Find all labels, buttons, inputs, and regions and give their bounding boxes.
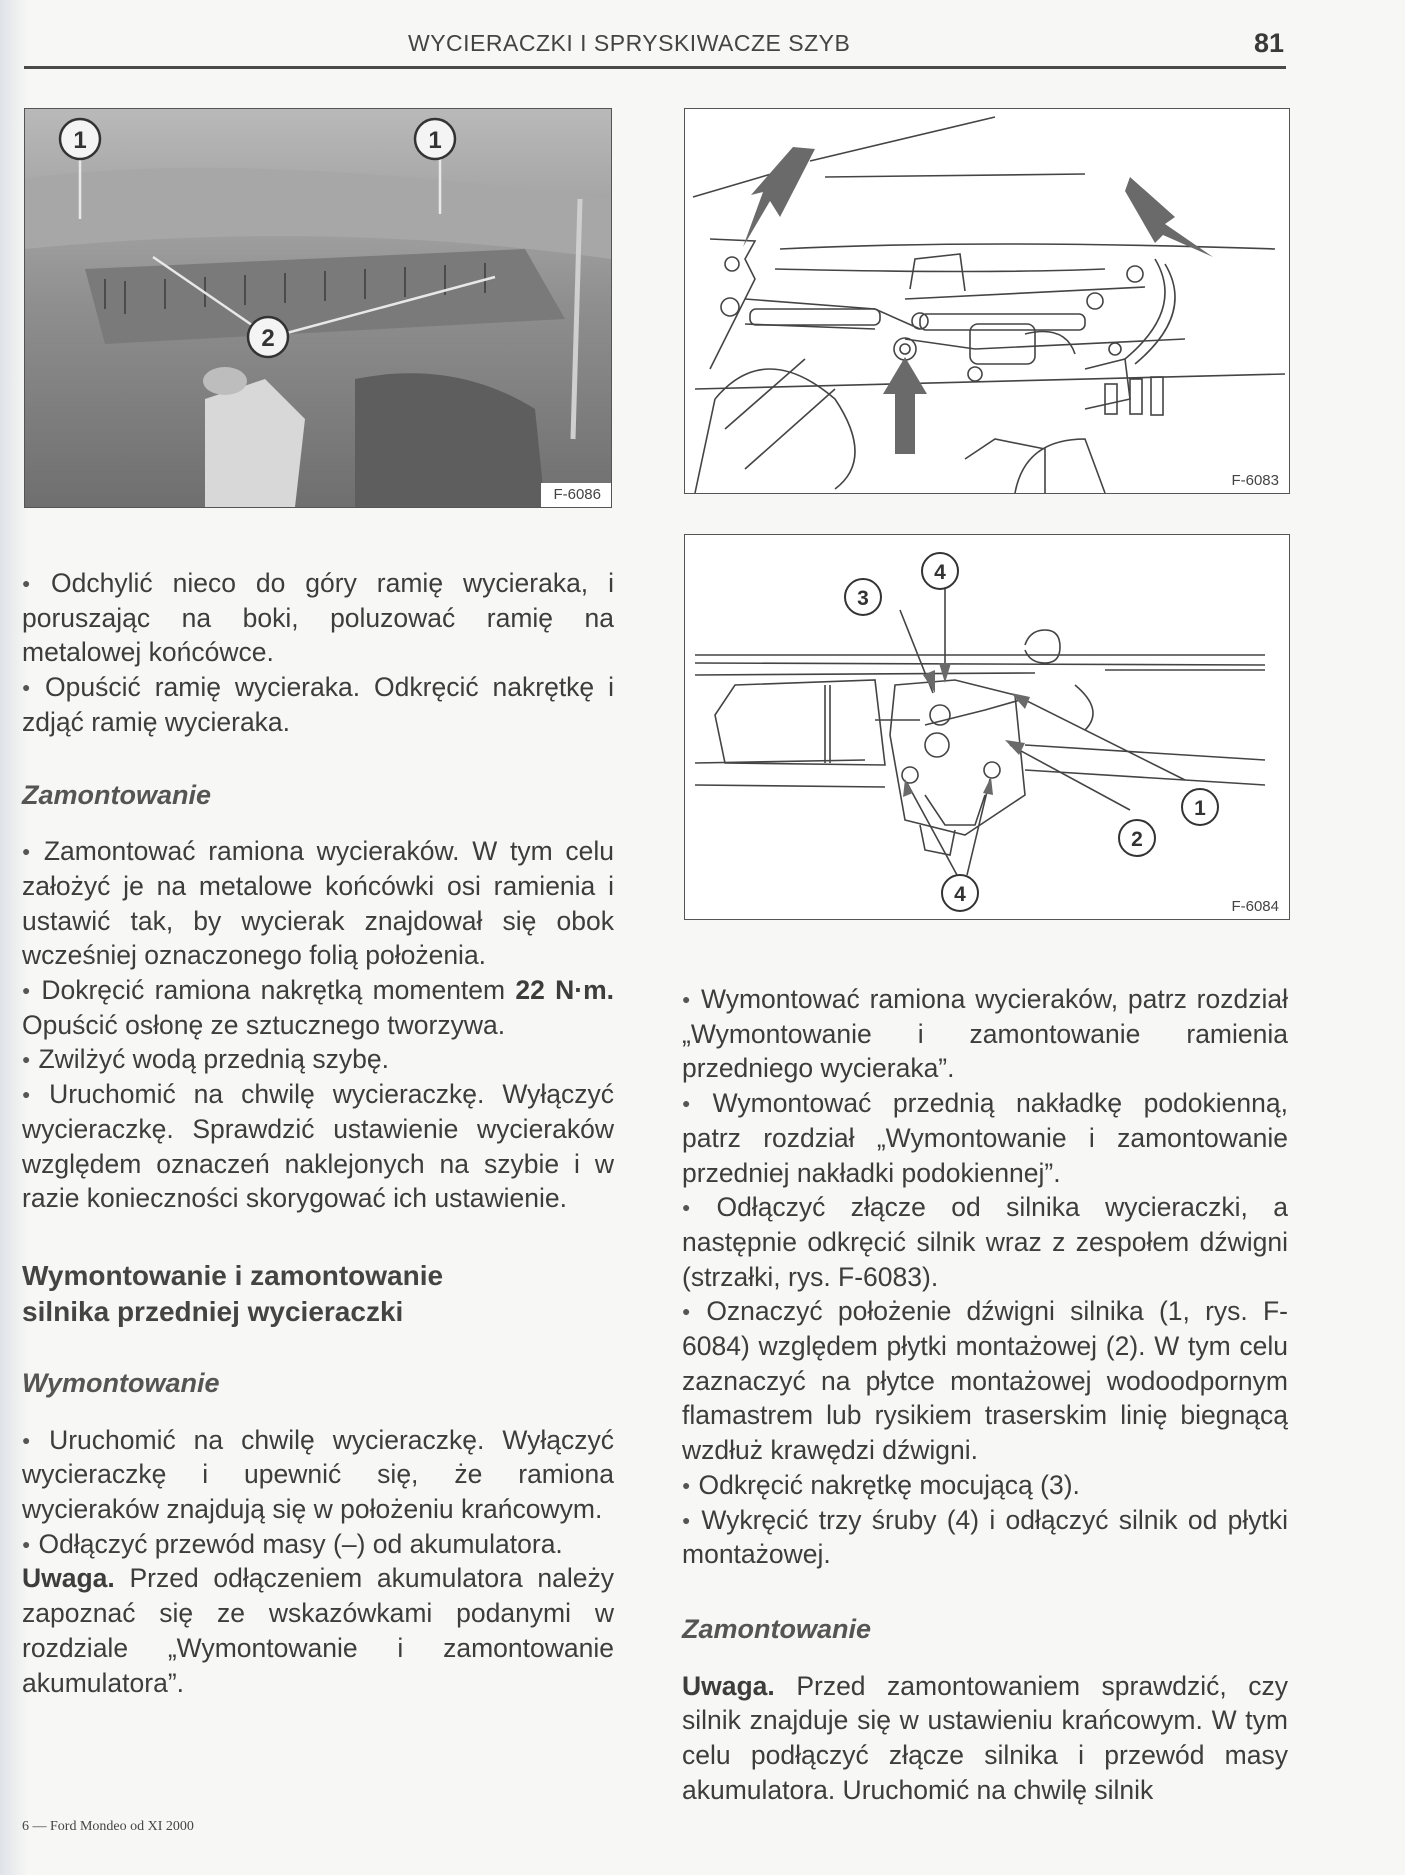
arrow-up-icon	[883, 357, 927, 454]
note-label: Uwaga.	[22, 1563, 115, 1594]
section-heading	[22, 1258, 614, 1330]
figure-f6084	[684, 534, 1290, 920]
svg-text:1: 1	[73, 127, 87, 154]
subheading: Wymontowanie	[22, 1367, 220, 1398]
running-header: WYCIERACZKI I SPRYSKIWACZE SZYB	[408, 30, 851, 56]
paragraph: ● Odkręcić nakrętkę mocującą (3).	[682, 1468, 1288, 1503]
arrow-icons	[685, 109, 1289, 493]
note-text: Przed odłączeniem akumulatora należy zapoznać się ze wskazówkami podanymi w rozdziale „Wymontowanie i zamontowanie akumulatora”.	[22, 1563, 614, 1698]
torque-value: 22 N·m.	[515, 975, 614, 1006]
svg-text:2: 2	[1131, 828, 1143, 851]
callouts	[685, 535, 1289, 919]
section-heading-line: silnika przedniej wycieraczki	[22, 1295, 404, 1327]
figure-label: F-6084	[1219, 895, 1289, 919]
note-paragraph	[22, 1561, 614, 1700]
paragraph: ● Odłączyć złącze od silnika wycieraczki, a następnie odkręcić silnik wraz z zespołem dźwigni (strzałki, rys. F-6083).	[682, 1190, 1288, 1294]
header-divider	[24, 66, 1286, 69]
page-number: 81	[1254, 28, 1285, 58]
arrow-icon	[903, 779, 913, 797]
svg-text:4: 4	[934, 561, 946, 584]
paragraph: ● Uruchomić na chwilę wycieraczkę. Wyłączyć wycieraczkę. Sprawdzić ustawienie wycieraków względem oznaczeń naklejonych na szybie i w razie konieczności skorygować ich ustawienie.	[22, 1077, 614, 1216]
arrow-down-left-icon	[743, 147, 815, 247]
svg-text:1: 1	[428, 127, 442, 154]
paragraph	[22, 973, 614, 1042]
paragraph: ● Odłączyć przewód masy (–) od akumulatora.	[22, 1527, 614, 1562]
svg-text:4: 4	[954, 883, 966, 906]
section-heading-line: Wymontowanie i zamontowanie	[22, 1259, 444, 1291]
page-footer: 6 — Ford Mondeo od XI 2000	[22, 1819, 194, 1834]
engine-bay-photo	[25, 109, 611, 507]
paragraph: ● Odchylić nieco do góry ramię wycieraka, i poruszając na boki, poluzować ramię na metalowej końcówce.	[22, 566, 614, 670]
paragraph: ● Zwilżyć wodą przednią szybę.	[22, 1042, 614, 1077]
arrow-icon	[1011, 693, 1030, 709]
right-column	[682, 982, 1288, 1807]
arrow-down-right-icon	[1125, 177, 1213, 257]
subheading: Zamontowanie	[22, 779, 212, 810]
paragraph: ● Wymontować przednią nakładkę podokienną, patrz rozdział „Wymontowanie i zamontowanie przedniej nakładki podokiennej”.	[682, 1086, 1288, 1190]
arrow-icon	[983, 777, 993, 795]
subheading: Zamontowanie	[682, 1613, 872, 1644]
figure-label: F-6083	[1219, 469, 1289, 493]
paragraph: ● Opuścić ramię wycieraka. Odkręcić nakrętkę i zdjąć ramię wycieraka.	[22, 670, 614, 739]
figure-f6083	[684, 108, 1290, 494]
note-text: Przed zamontowaniem sprawdzić, czy silnik znajduje się w ustawieniu krańcowym. W tym celu podłączyć złącze silnika i przewód masy akumulatora. Uruchomić na chwilę silnik	[682, 1670, 1288, 1805]
paragraph: ● Uruchomić na chwilę wycieraczkę. Wyłączyć wycieraczkę i upewnić się, że ramiona wycieraków znajdują się w położeniu krańcowym.	[22, 1423, 614, 1527]
paragraph: ● Oznaczyć położenie dźwigni silnika (1, rys. F-6084) względem płytki montażowej (2). W tym celu zaznaczyć na płytce montażowej wodoodpornym flamastrem lub rysikiem traserskim linię biegnącą wzdłuż krawędzi dźwigni.	[682, 1294, 1288, 1468]
svg-text:1: 1	[1194, 797, 1206, 820]
left-column	[22, 566, 614, 1700]
svg-text:3: 3	[857, 587, 869, 610]
figure-label: F-6086	[541, 483, 611, 507]
figure-f6086	[24, 108, 612, 508]
paragraph: ● Wykręcić trzy śruby (4) i odłączyć silnik od płytki montażowej.	[682, 1503, 1288, 1572]
paragraph: ● Zamontować ramiona wycieraków. W tym celu założyć je na metalowe końcówki osi ramienia i ustawić tak, by wycierak znajdował się obok wcześniej oznaczonego folią położenia.	[22, 834, 614, 973]
note-paragraph	[682, 1669, 1288, 1808]
note-label: Uwaga.	[682, 1670, 775, 1701]
arrow-icon	[939, 663, 951, 683]
svg-text:2: 2	[261, 325, 275, 352]
paragraph: ● Wymontować ramiona wycieraków, patrz rozdział „Wymontowanie i zamontowanie ramienia przedniego wycieraka”.	[682, 982, 1288, 1086]
arrow-icon	[1005, 740, 1025, 755]
paragraph-lead: Dokręcić ramiona nakrętką momentem	[41, 975, 506, 1006]
paragraph-rest: Opuścić osłonę ze sztucznego tworzywa.	[22, 1009, 506, 1040]
